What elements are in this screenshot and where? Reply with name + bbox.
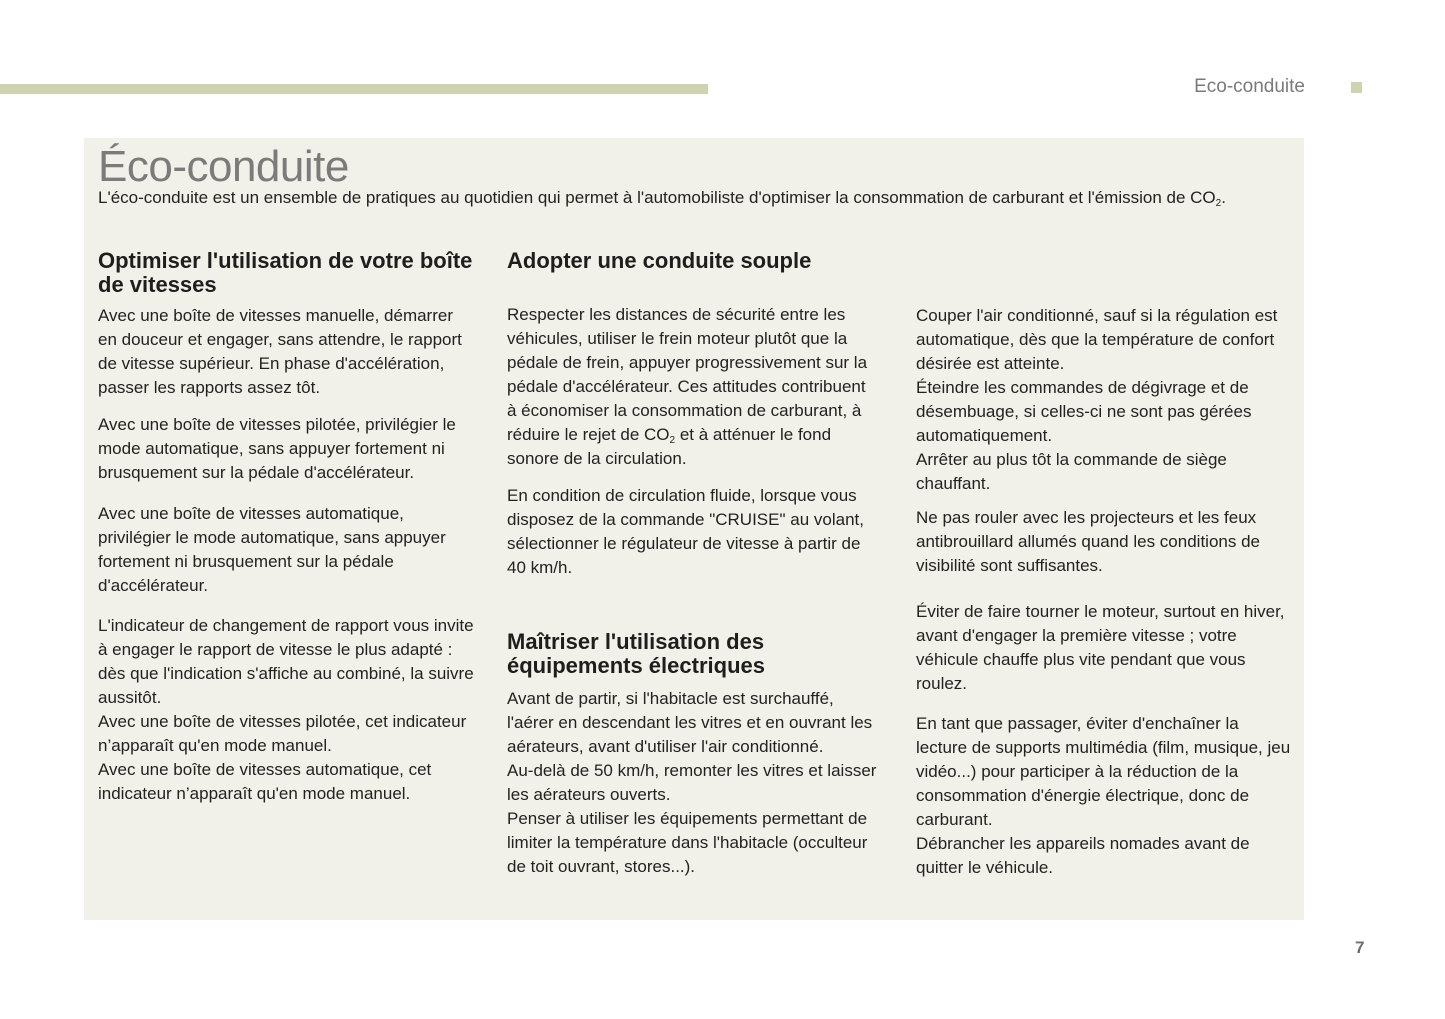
intro-text: L'éco-conduite est un ensemble de pratiques au quotidien qui permet à l'automobiliste d'optimiser la consommation de carburant et l'émission de CO (98, 188, 1216, 207)
column-smooth-driving (507, 249, 879, 879)
paragraph: Arrêter au plus tôt la commande de siège chauffant. (916, 450, 1227, 493)
page-title: Éco-conduite (98, 142, 349, 191)
header-square-icon (1351, 82, 1362, 93)
section-heading-smooth-driving: Adopter une conduite souple (507, 248, 812, 273)
intro-subscript: 2 (1215, 198, 1222, 209)
paragraph: En tant que passager, éviter d'enchaîner la lecture de supports multimédia (film, musique, jeu vidéo...) pour participer à la réduction de la consommation d'énergie électrique, donc de carburant. (916, 714, 1291, 829)
paragraph-text: et à atténuer le fond sonore de la circulation. (507, 425, 832, 468)
column-electrical-continued (916, 304, 1294, 880)
paragraph: Avec une boîte de vitesses automatique, cet indicateur n’apparaît qu'en mode manuel. (98, 760, 432, 803)
paragraph: Éteindre les commandes de dégivrage et de désembuage, si celles-ci ne sont pas gérées automatiquement. (916, 378, 1252, 445)
paragraph: Couper l'air conditionné, sauf si la régulation est automatique, dès que la température de confort désirée est atteinte. (916, 306, 1278, 373)
page-number: 7 (1355, 938, 1365, 957)
intro-end: . (1221, 188, 1226, 207)
paragraph: Avec une boîte de vitesses pilotée, cet indicateur n’apparaît qu'en mode manuel. (98, 712, 467, 755)
paragraph: Avant de partir, si l'habitacle est surchauffé, l'aérer en descendant les vitres et en ouvrant les aérateurs, avant d'utiliser l'air conditionné. (507, 689, 873, 756)
paragraph: Avec une boîte de vitesses automatique, privilégier le mode automatique, sans appuyer fortement ni brusquement sur la pédale d'accélérateur. (98, 504, 446, 595)
intro-paragraph (98, 186, 1288, 210)
paragraph: Éviter de faire tourner le moteur, surtout en hiver, avant d'engager la première vitesse ; votre véhicule chauffe plus vite pendant que vous roulez. (916, 602, 1285, 693)
paragraph: Avec une boîte de vitesses pilotée, privilégier le mode automatique, sans appuyer fortement ni brusquement sur la pédale d'accélérateur. (98, 415, 456, 482)
section-heading-electrical: Maîtriser l'utilisation des équipements électriques (507, 629, 765, 678)
paragraph: En condition de circulation fluide, lorsque vous disposez de la commande "CRUISE" au volant, sélectionner le régulateur de vitesse à partir de 40 km/h. (507, 486, 864, 577)
paragraph: Ne pas rouler avec les projecteurs et les feux antibrouillard allumés quand les conditions de visibilité sont suffisantes. (916, 508, 1260, 575)
running-header-title: Eco-conduite (1194, 76, 1305, 97)
paragraph: Débrancher les appareils nomades avant de quitter le véhicule. (916, 834, 1250, 877)
header-accent-bar (0, 84, 708, 94)
column-gearbox (98, 249, 476, 806)
paragraph: Penser à utiliser les équipements permettant de limiter la température dans l'habitacle (occulteur de toit ouvrant, stores...). (507, 809, 868, 876)
co2-subscript: 2 (669, 435, 676, 446)
paragraph-text: Respecter les distances de sécurité entre les véhicules, utiliser le frein moteur plutôt que la pédale de frein, appuyer progressivement sur la pédale d'accélérateur. Ces attitudes contribuent à économiser la consommation de carburant, à réduire le rejet de CO (507, 305, 868, 444)
paragraph (507, 303, 879, 471)
paragraph: Au-delà de 50 km/h, remonter les vitres et laisser les aérateurs ouverts. (507, 761, 877, 804)
section-heading-gearbox: Optimiser l'utilisation de votre boîte de vitesses (98, 248, 473, 297)
paragraph: L'indicateur de changement de rapport vous invite à engager le rapport de vitesse le plus adapté : dès que l'indication s'affiche au combiné, la suivre aussitôt. (98, 616, 474, 707)
paragraph: Avec une boîte de vitesses manuelle, démarrer en douceur et engager, sans attendre, le rapport de vitesse supérieur. En phase d'accélération, passer les rapports assez tôt. (98, 306, 462, 397)
